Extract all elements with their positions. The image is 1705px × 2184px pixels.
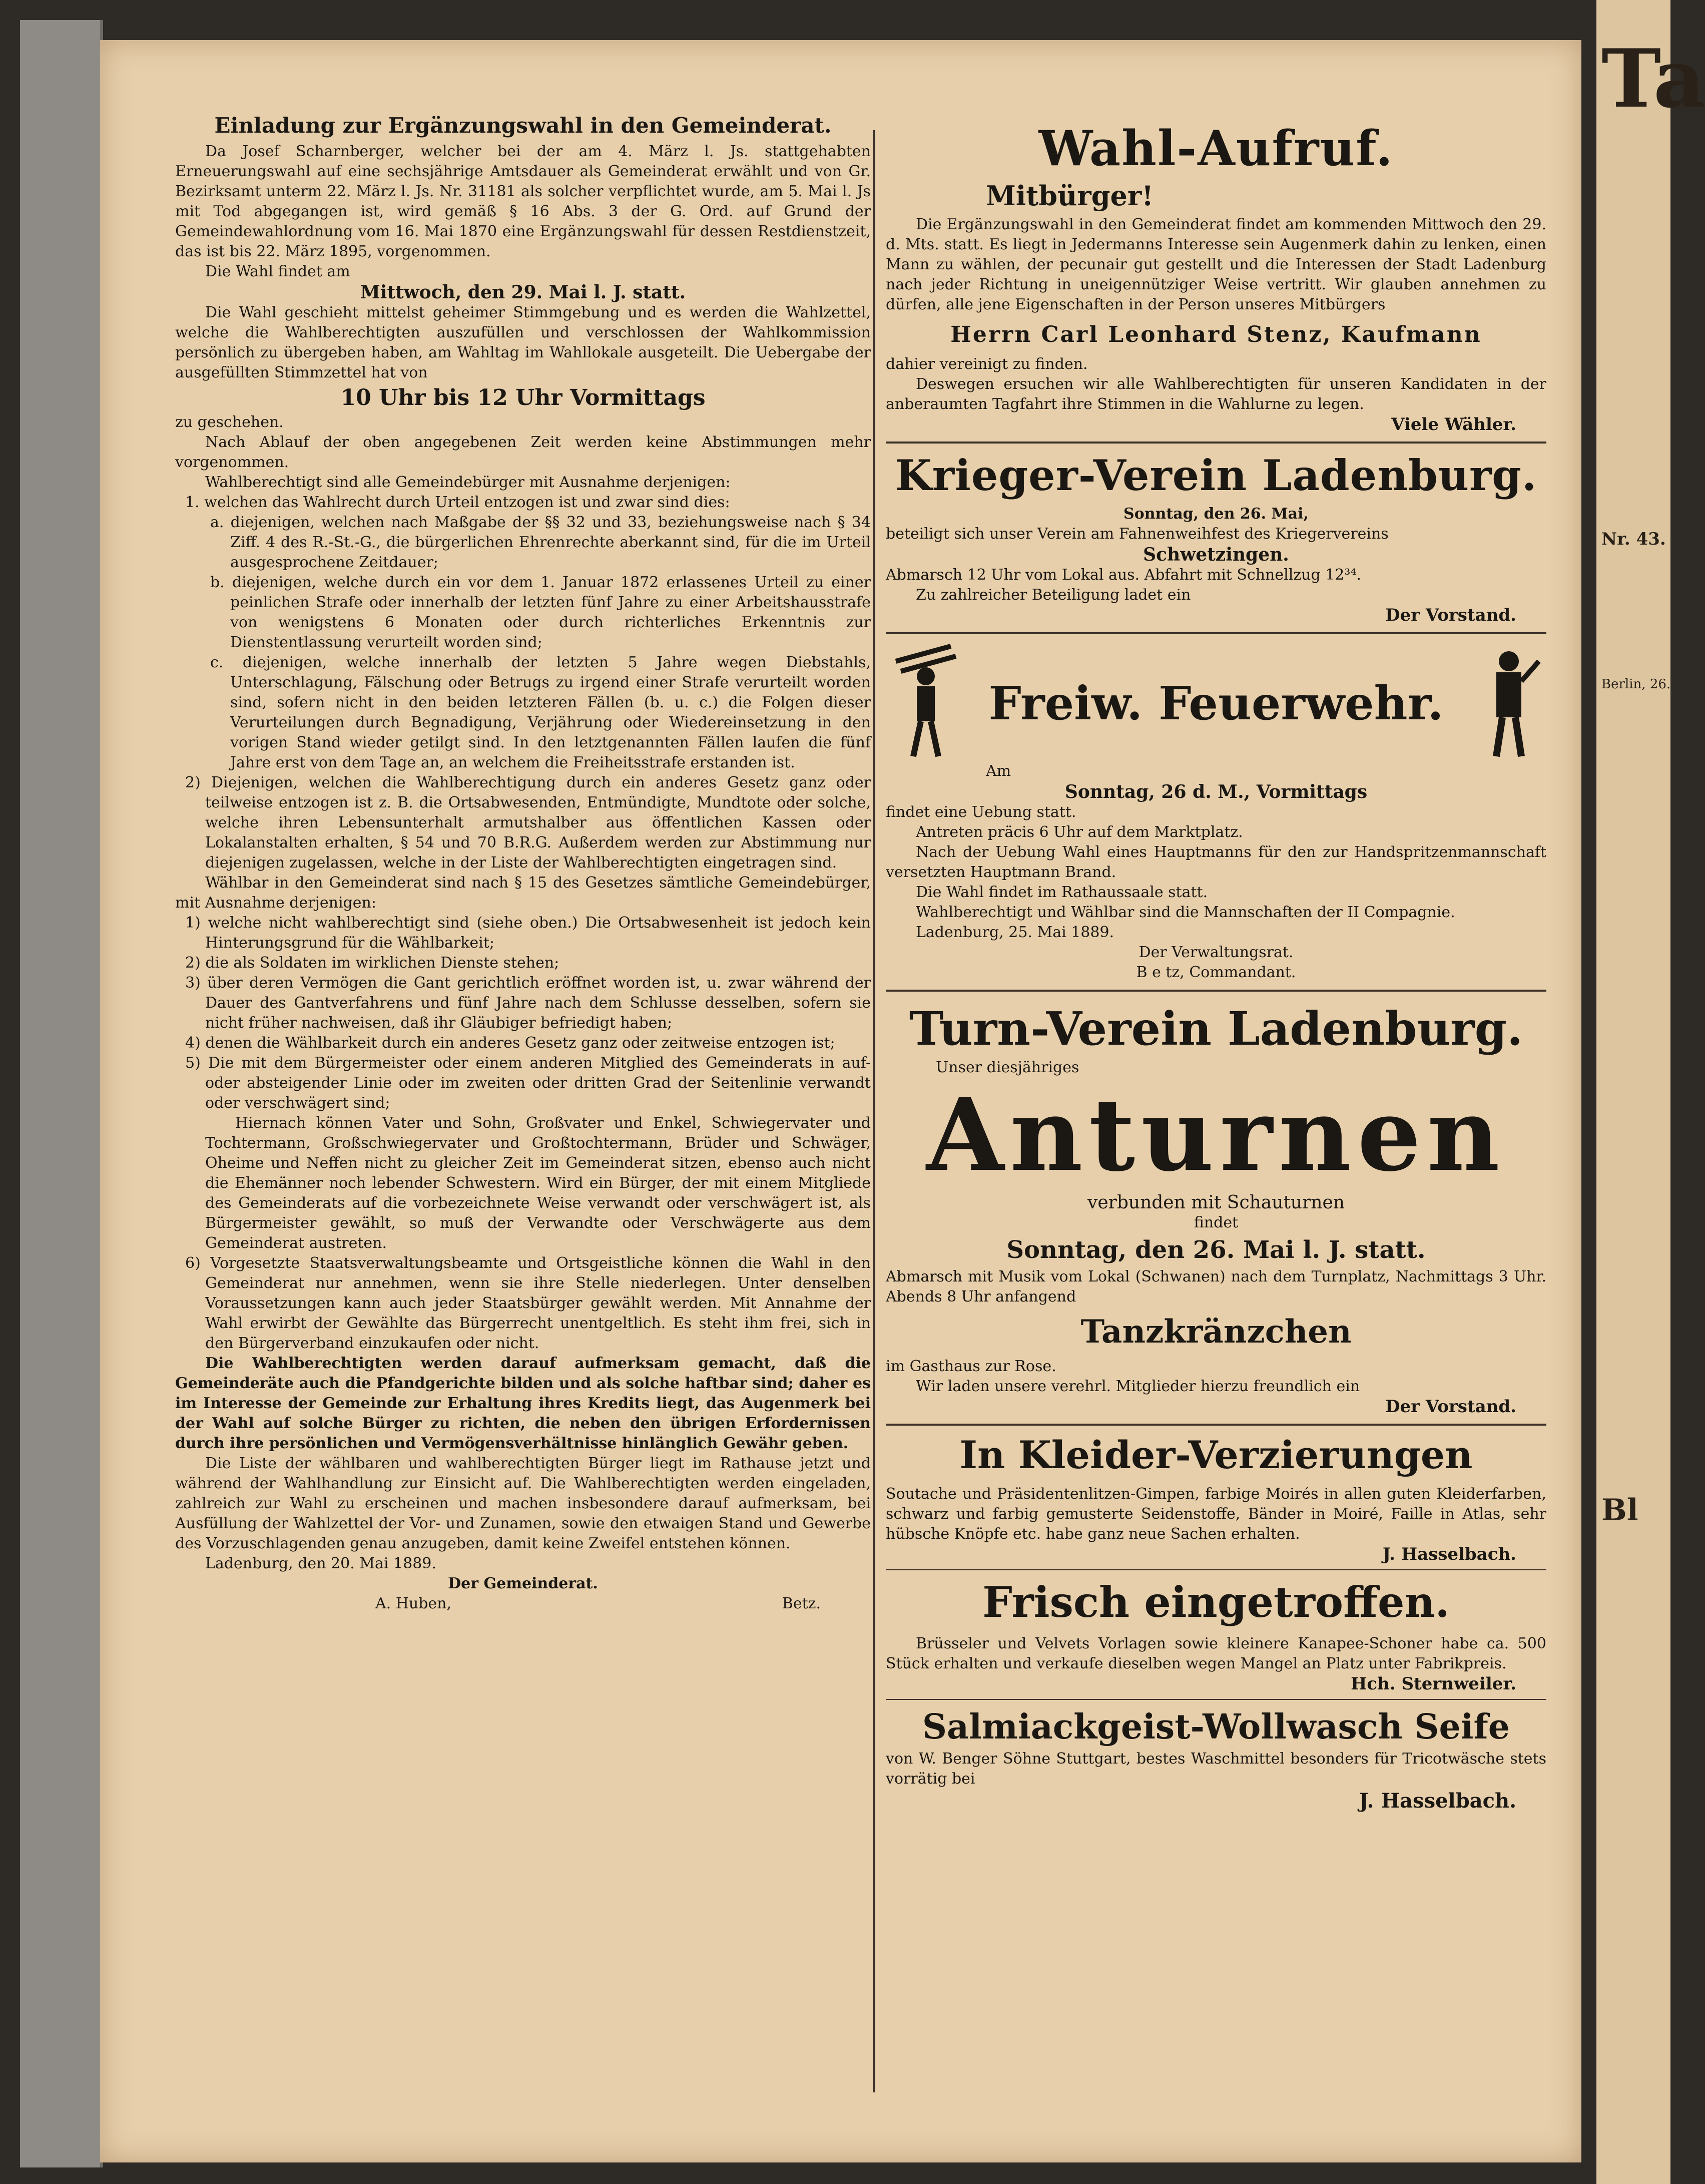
krieger-verein-text3: Zu zahlreicher Beteiligung ladet ein <box>916 586 1191 604</box>
anturnen-heading: Anturnen <box>926 1076 1506 1194</box>
salmiakgeist-title: Salmiackgeist-Wollwasch Seife <box>922 1707 1510 1747</box>
election-date: Mittwoch, den 29. Mai l. J. statt. <box>360 282 686 303</box>
turn-verein-subtitle: Unser diesjähriges <box>936 1059 1079 1076</box>
kleider-verzierungen-signature: J. Hasselbach. <box>1382 1544 1516 1564</box>
krieger-verein-text: beteiligt sich unser Verein am Fahnenweihfest des Kriegervereins <box>886 525 1389 543</box>
turn-verein-signature: Der Vorstand. <box>1385 1397 1516 1417</box>
wahl-aufruf-text: Die Ergänzungswahl in den Gemeinderat findet am kommenden Mittwoch den 29. d. Mts. statt. Es liegt in Jedermanns Interesse sein Augenmerk dahin zu lenken, einen Mann zu wählen, der pecunair gut gestellt und die Interessen der Stadt Ladenburg nach jeder Richtung in uneigennütziger Weise vertritt. Wir glauben annehmen zu dürfen, alle jene Eigenschaften in der Person unseres Mitbürgers <box>886 216 1546 313</box>
office-exclusion-6: 6) Vorgesetzte Staatsverwaltungsbeamte und Ortsgeistliche können die Wahl in den Gemeinderat nur annehmen, wenn sie ihre Stelle niederlegen. Unter denselben Voraussetzungen kann auch jeder Staatsbürger gewählt werden. Mit Annahme der Wahl erwirbt der Gewählte das Bürgerrecht unentgeltlich. Es steht ihm frei, sich in den Bürgerverband einzukaufen oder nicht. <box>185 1254 871 1352</box>
turn-verein-title: Turn-Verein Ladenburg. <box>909 1002 1523 1056</box>
turn-verein-date: Sonntag, den 26. Mai l. J. statt. <box>1006 1236 1426 1264</box>
turn-verein-schauturnen: verbunden mit Schauturnen <box>1087 1192 1345 1213</box>
feuerwehr-date: Sonntag, 26 d. M., Vormittags <box>1064 781 1368 802</box>
exclusion-1a: a. diejenigen, welchen nach Maßgabe der §§ 32 und 33, beziehungsweise nach § 34 Ziff. 4 des R.-St.-G., die bürgerlichen Ehrenrechte aberkannt sind, für die im Urteil ausgesprochene Zeitdauer; <box>210 514 871 571</box>
feuerwehr-line3: Nach der Uebung Wahl eines Hauptmanns für den zur Handspritzenmannschaft versetzten Hauptmann Brand. <box>886 843 1546 881</box>
frisch-eingetroffen-signature: Hch. Sternweiler. <box>1351 1674 1516 1694</box>
left-column <box>175 110 871 1614</box>
salmiakgeist-text: von W. Benger Söhne Stuttgart, bestes Waschmittel besonders für Tricotwäsche stets vorrätig bei <box>886 1750 1546 1788</box>
office-exclusion-3: 3) über deren Vermögen die Gant gerichtlich eröffnet worden ist, u. zwar während der Dauer des Gantverfahrens und fünf Jahre nach dem Schlusse desselben, sofern sie nicht früher nachweisen, daß ihr Gläubiger befriedigt haben; <box>185 974 871 1032</box>
candidate-name: Herrn Carl Leonhard Stenz, Kaufmann <box>950 322 1482 347</box>
feuerwehr-line6: Ladenburg, 25. Mai 1889. <box>916 924 1114 941</box>
frisch-eingetroffen-text: Brüsseler und Velvets Vorlagen sowie kleinere Kanapee-Schoner habe ca. 500 Stück erhalten und verkaufe dieselben wegen Mangel an Platz unter Fabrikpreis. <box>886 1635 1546 1672</box>
divider <box>886 990 1546 992</box>
tanzkraenzchen-heading: Tanzkränzchen <box>1080 1313 1352 1351</box>
wahl-aufruf-subtitle: Mitbürger! <box>986 180 1154 212</box>
intro-paragraph: Da Josef Scharnberger, welcher bei der am 4. März l. Js. stattgehabten Erneuerungswahl auf eine sechsjährige Amtsdauer als Gemeinderat erwählt und von Gr. Bezirksamt unterm 22. März l. Js. Nr. 31181 als solcher verpflichtet wurde, am 5. Mai l. Js mit Tod abgegangen ist, wird gemäß § 16 Abs. 3 der G. Ord. auf Grund der Gemeindewahlordnung vom 16. Mai 1870 eine Ergänzungswahl für dessen Restdienstzeit, das ist bis 22. März 1895, vorgenommen. <box>175 143 871 260</box>
firefighter-bucket-icon <box>1471 641 1546 761</box>
office-exclusion-2: 2) die als Soldaten im wirklichen Dienste stehen; <box>185 954 559 972</box>
krieger-verein-signature: Der Vorstand. <box>1385 605 1516 625</box>
feuerwehr-am: Am <box>986 762 1011 780</box>
divider <box>886 632 1546 634</box>
turn-verein-place: im Gasthaus zur Rose. <box>886 1358 1056 1375</box>
after-deadline-paragraph: Nach Ablauf der oben angegebenen Zeit werden keine Abstimmungen mehr vorgenommen. <box>175 433 871 471</box>
krieger-verein-title: Krieger-Verein Ladenburg. <box>895 451 1537 500</box>
feuerwehr-line5: Wahlberechtigt und Wählbar sind die Mannschaften der II Compagnie. <box>916 904 1455 921</box>
feuerwehr-line2: Antreten präcis 6 Uhr auf dem Marktplatz. <box>916 823 1243 841</box>
list-paragraph: Die Liste der wählbaren und wahlberechtigten Bürger liegt im Rathause jetzt und während der Wahlhandlung zur Einsicht auf. Die Wahlberechtigten werden eingeladen, zahlreich zur Wahl zu erscheinen und machen insbesondere darauf aufmerksam, bei Ausfüllung der Wahlzettel der Vor- und Zunamen, sowie den etwaigen Stand und Gewerbe des Vorzuschlagenden genau anzugeben, damit keine Zweifel entstehen können. <box>175 1455 871 1552</box>
office-exclusion-4: 4) denen die Wählbarkeit durch ein anderes Gesetz ganz oder zeitweise entzogen ist; <box>185 1034 835 1052</box>
right-column <box>886 110 1546 1813</box>
krieger-verein-place: Schwetzingen. <box>1143 544 1289 565</box>
eligible-for-office-heading: Wählbar in den Gemeinderat sind nach § 15 des Gesetzes sämtliche Gemeindebürger, mit Ausnahme derjenigen: <box>175 874 871 912</box>
exclusion-2: 2) Diejenigen, welchen die Wahlberechtigung durch ein anderes Gesetz ganz oder teilweise entzogen ist z. B. die Ortsabwesenden, Entmündigte, Mundtote oder solche, welche ihren Lebensunterhalt armutshalber aus öffentlichen Kassen oder Lokalanstalten erhalten, § 54 und 70 B.R.G. Außerdem werden zur Abstimmung nur diejenigen zugelassen, welche in der Liste der Wahlberechtigten eingetragen sind. <box>185 774 871 871</box>
feuerwehr-title: Freiw. Feuerwehr. <box>988 676 1444 730</box>
wahl-aufruf-text2: dahier vereinigt zu finden. <box>886 355 1088 373</box>
signature-betz: Betz. <box>782 1595 821 1612</box>
signatures-row <box>175 1594 871 1614</box>
firefighter-ladder-icon <box>886 641 961 761</box>
divider <box>886 1424 1546 1426</box>
krieger-verein-text2: Abmarsch 12 Uhr vom Lokal aus. Abfahrt mit Schnellzug 12³⁴. <box>886 566 1361 584</box>
kleider-verzierungen-title: In Kleider-Verzierungen <box>959 1433 1473 1477</box>
facing-page-edge <box>1596 0 1705 2184</box>
election-invitation-title: Einladung zur Ergänzungswahl in den Gemeinderat. <box>214 113 832 138</box>
zu-geschehen: zu geschehen. <box>175 413 284 431</box>
turn-verein-invitation: Wir laden unsere verehrl. Mitglieder hierzu freundlich ein <box>916 1378 1360 1395</box>
divider <box>886 442 1546 444</box>
voting-hours: 10 Uhr bis 12 Uhr Vormittags <box>340 385 706 410</box>
frisch-eingetroffen-title: Frisch eingetroffen. <box>982 1577 1450 1627</box>
signature-huben: A. Huben, <box>375 1595 452 1612</box>
kleider-verzierungen-text: Soutache und Präsidentenlitzen-Gimpen, farbige Moirés in allen guten Kleiderfarben, schwarz und farbig gemusterte Seidenstoffe, Bänder in Moiré, Faille in Atlas, sehr hübsche Knöpfe etc. habe ganz neue Sachen erhalten. <box>886 1485 1546 1543</box>
feuerwehr-signature2: B e tz, Commandant. <box>1136 964 1296 981</box>
exclusion-1: 1. welchen das Wahlrecht durch Urteil entzogen ist und zwar sind dies: <box>185 494 730 511</box>
salmiakgeist-signature: J. Hasselbach. <box>1359 1789 1516 1813</box>
wahl-aufruf-signature: Viele Wähler. <box>1391 414 1516 434</box>
office-exclusion-1: 1) welche nicht wahlberechtigt sind (siehe oben.) Die Ortsabwesenheit ist jedoch kein Hinterungsgrund für die Wählbarkeit; <box>185 914 871 952</box>
divider <box>886 1569 1546 1570</box>
wahl-aufruf-text3: Deswegen ersuchen wir alle Wahlberechtigten für unseren Kandidaten in der anberaumten Tagfahrt ihre Stimmen in die Wahlurne zu legen. <box>886 375 1546 413</box>
wahl-aufruf-title: Wahl-Aufruf. <box>1038 120 1394 177</box>
exclusion-1c: c. diejenigen, welche innerhalb der letzten 5 Jahre wegen Diebstahls, Unterschlagung, Fälschung oder Betrugs zu irgend einer Strafe verurteilt worden sind, sofern nicht in den beiden letzteren Fällen (b. u. c.) die Folgen dieser Verurteilungen durch Begnadigung, Verjährung oder Wiedereinsetzung in den vorigen Stand wieder getilgt sind. In den letztgenannten Fällen laufen die fünf Jahre erst von dem Tage an, an welchem die Freiheitsstrafe erstanden ist. <box>210 654 871 771</box>
facing-dateline: Berlin, 26. <box>1601 677 1671 692</box>
attention-paragraph: Die Wahlberechtigten werden darauf aufmerksam gemacht, daß die Gemeinderäte auch die Pfandgerichte bilden und als solche haftbar sind; daher es im Interesse der Gemeinde zur Erhaltung ihres Kredits liegt, das Augenmerk bei der Wahl auf solche Bürger zu richten, die neben den übrigen Erfordernissen durch ihre persönlichen und Vermögensverhältnisse hinlänglich Gewähr geben. <box>175 1355 871 1452</box>
wahl-findet: Die Wahl findet am <box>205 263 350 280</box>
facing-masthead-fragment: Ta <box>1601 32 1705 126</box>
office-exclusion-5: 5) Die mit dem Bürgermeister oder einem anderen Mitglied des Gemeinderats in auf- oder absteigender Linie oder im zweiten oder dritten Grad der Seitenlinie verwandt oder verschwägert sind; <box>185 1054 871 1112</box>
place-date: Ladenburg, den 20. Mai 1889. <box>205 1555 436 1572</box>
council-signature: Der Gemeinderat. <box>448 1575 598 1592</box>
facing-issue-number: Nr. 43. <box>1601 529 1666 549</box>
secret-ballot-paragraph: Die Wahl geschieht mittelst geheimer Stimmgebung und es werden die Wahlzettel, welche die Wahlberechtigten auszufüllen und verschlossen der Wahlkommission persönlich zu übergeben haben, am Wahltag im Wahllokale ausgeteilt. Die Uebergabe der ausgefüllten Stimmzettel hat von <box>175 304 871 381</box>
turn-verein-text: Abmarsch mit Musik vom Lokal (Schwanen) nach dem Turnplatz, Nachmittags 3 Uhr. Abends 8 Uhr anfangend <box>886 1268 1546 1305</box>
column-divider <box>873 130 875 2092</box>
exclusion-1b: b. diejenigen, welche durch ein vor dem 1. Januar 1872 erlassenes Urteil zu einer peinlichen Strafe oder innerhalb der letzten fünf Jahre zu einer Arbeitshausstrafe von wenigstens 6 Monaten oder durch richterliches Erkenntnis zur Dienstentlassung verurteilt worden sind; <box>210 574 871 651</box>
feuerwehr-line1: findet eine Uebung statt. <box>886 803 1076 821</box>
book-binding <box>20 20 103 2167</box>
divider <box>886 1699 1546 1700</box>
newspaper-page <box>100 40 1581 2162</box>
turn-verein-findet: findet <box>1194 1214 1239 1231</box>
feuerwehr-signature1: Der Verwaltungsrat. <box>1139 944 1294 961</box>
eligible-heading: Wahlberechtigt sind alle Gemeindebürger mit Ausnahme derjenigen: <box>205 474 731 491</box>
office-exclusion-5-detail: Hiernach können Vater und Sohn, Großvater und Enkel, Schwiegervater und Tochtermann, Großschwiegervater und Großtochtermann, Brüder und Schwäger, Oheime und Neffen nicht zu gleicher Zeit im Gemeinderat sitzen, ebenso auch nicht die Ehemänner noch lebender Schwestern. Wird ein Bürger, der mit einem Mitgliede des Gemeinderats auf die vorbezeichnete Weise verwandt oder verschwägert ist, als Bürgermeister gewählt, so muß der Verwandte oder Verschwägerte aus dem Gemeinderat austreten. <box>205 1114 871 1252</box>
feuerwehr-header <box>886 641 1546 761</box>
facing-heading-fragment: Bl <box>1601 1493 1638 1528</box>
feuerwehr-line4: Die Wahl findet im Rathaussaale statt. <box>916 884 1208 901</box>
krieger-verein-date: Sonntag, den 26. Mai, <box>1123 505 1309 523</box>
